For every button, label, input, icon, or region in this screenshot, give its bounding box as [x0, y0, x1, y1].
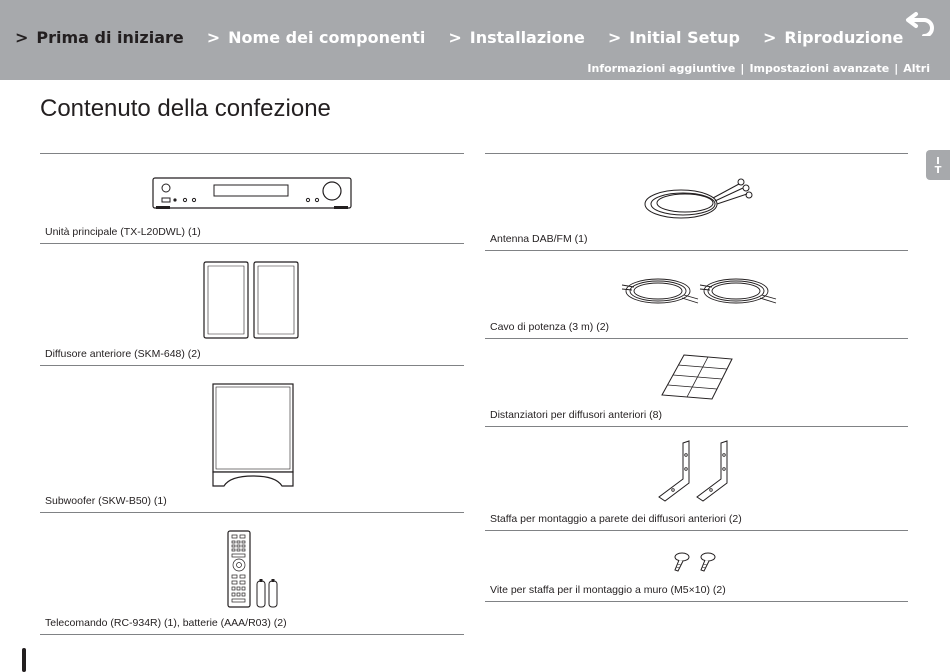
subwoofer-icon: [210, 382, 296, 490]
remote-batteries-icon: [225, 529, 285, 611]
item-spacers: [485, 339, 908, 427]
separator: |: [894, 62, 899, 75]
item-label: Antenna DAB/FM (1): [490, 233, 588, 245]
item-label: Subwoofer (SKW-B50) (1): [45, 495, 167, 507]
nav-chevron: >: [762, 28, 777, 47]
nav-label: Nome dei componenti: [228, 28, 426, 47]
nav-chevron: >: [607, 28, 622, 47]
item-label: Cavo di potenza (3 m) (2): [490, 321, 610, 333]
nav-prima-di-iniziare[interactable]: [15, 28, 184, 47]
item-antenna: [485, 154, 908, 251]
item-front-speakers: [40, 244, 464, 366]
nav-chevron: >: [15, 28, 29, 47]
nav-label: Riproduzione: [784, 28, 904, 47]
nav-nome-dei-componenti[interactable]: [207, 28, 426, 47]
spacers-icon: [660, 353, 735, 401]
secondary-nav: [587, 62, 930, 75]
item-label: Vite per staffa per il montaggio a muro (M5×10) (2): [490, 584, 726, 596]
item-main-unit: [40, 154, 464, 244]
nav-label: Installazione: [469, 28, 585, 47]
nav-label: Initial Setup: [629, 28, 740, 47]
item-subwoofer: [40, 366, 464, 513]
screws-icon: [670, 551, 722, 573]
link-impostazioni-avanzate[interactable]: Impostazioni avanzate: [749, 62, 890, 75]
link-informazioni-aggiuntive[interactable]: Informazioni aggiuntive: [587, 62, 736, 75]
antenna-icon: [643, 174, 755, 226]
item-label: Telecomando (RC-934R) (1), batterie (AAA/R03) (2): [45, 617, 287, 629]
nav-installazione[interactable]: [448, 28, 585, 47]
return-arrow-icon[interactable]: [904, 10, 938, 36]
item-label: Diffusore anteriore (SKM-648) (2): [45, 348, 201, 360]
front-speakers-icon: [200, 258, 305, 340]
item-power-cable: [485, 251, 908, 339]
item-remote-batteries: [40, 513, 464, 635]
language-tab[interactable]: IT: [926, 150, 950, 180]
link-altri[interactable]: Altri: [903, 62, 930, 75]
item-label: Distanziatori per diffusori anteriori (8): [490, 409, 662, 421]
separator: |: [740, 62, 745, 75]
nav-chevron: >: [206, 28, 221, 47]
main-unit-icon: [150, 176, 355, 212]
item-screws: [485, 531, 908, 602]
page-title: Contenuto della confezione: [40, 95, 331, 122]
page-edge-marker: [22, 648, 26, 672]
nav-label: Prima di iniziare: [36, 28, 184, 47]
item-label: Unità principale (TX-L20DWL) (1): [45, 226, 201, 238]
header-bar: [0, 0, 950, 80]
nav-chevron: >: [448, 28, 462, 47]
nav-riproduzione[interactable]: [763, 28, 903, 47]
nav-initial-setup[interactable]: [608, 28, 740, 47]
wall-bracket-icon: [657, 439, 737, 505]
power-cable-icon: [620, 271, 780, 311]
main-nav: [15, 28, 926, 47]
item-label: Staffa per montaggio a parete dei diffusori anteriori (2): [490, 513, 742, 525]
item-wall-bracket: [485, 427, 908, 531]
